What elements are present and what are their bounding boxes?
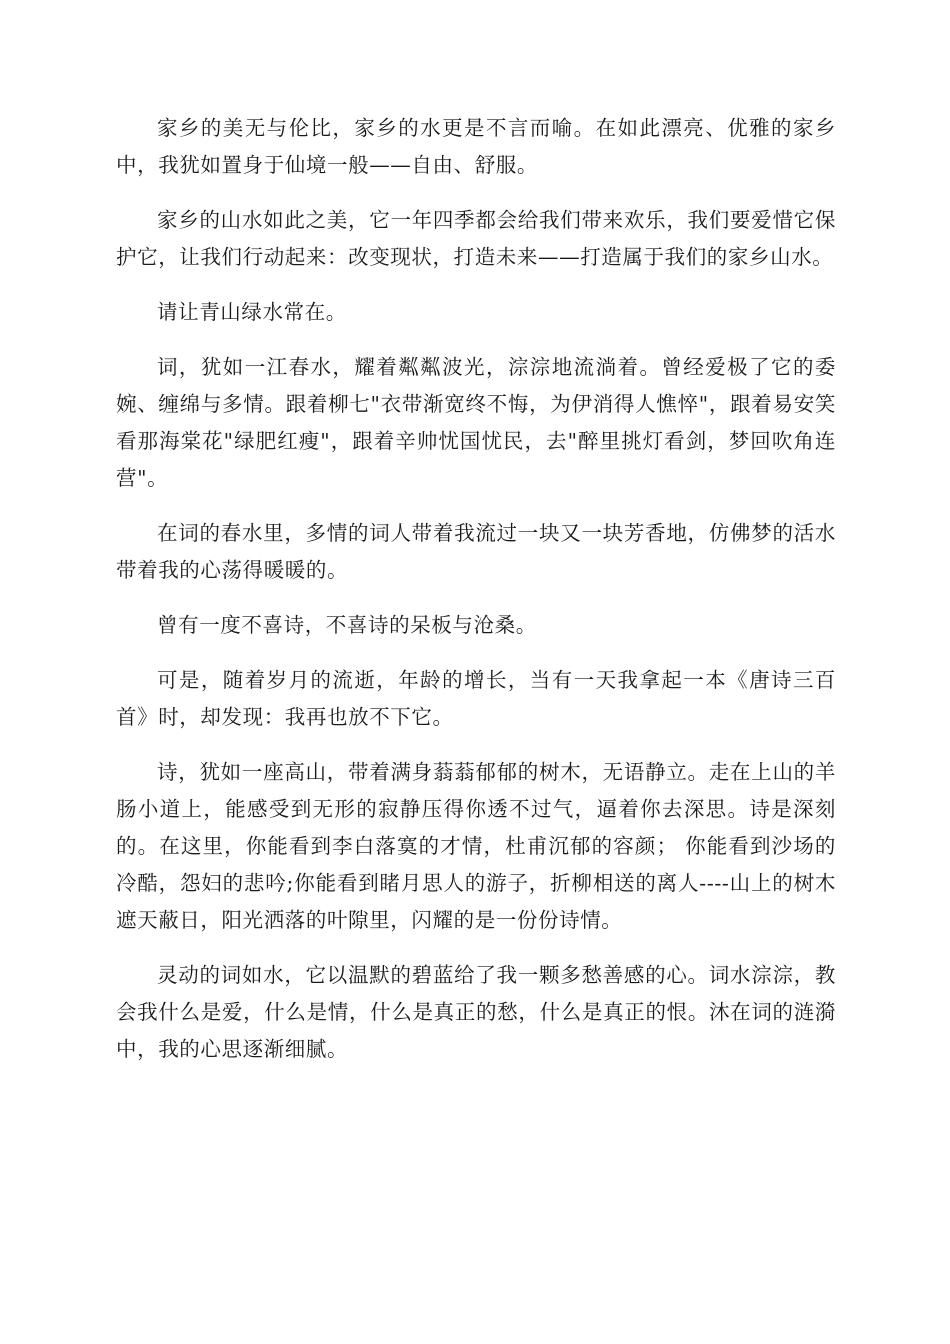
paragraph-7: 可是，随着岁月的流逝，年龄的增长，当有一天我拿起一本《唐诗三百首》时，却发现：我再也放不下它。 xyxy=(116,668,836,729)
paragraph-4: 词，犹如一江春水，耀着粼粼波光，淙淙地流淌着。曾经爱极了它的委婉、缠绵与多情。跟着柳七"衣带渐宽终不悔，为伊消得人憔悴"，跟着易安笑看那海棠花"绿肥红瘦"，跟着辛帅忧国忧民，去"醉里挑灯看剑，梦回吹角连营"。 xyxy=(116,355,836,490)
paragraph-9: 灵动的词如水，它以温默的碧蓝给了我一颗多愁善感的心。词水淙淙，教会我什么是爱，什么是情，什么是真正的愁，什么是真正的恨。沐在词的涟漪中，我的心思逐渐细腻。 xyxy=(116,963,836,1061)
paragraph-8: 诗，犹如一座高山，带着满身蓊蓊郁郁的树木，无语静立。走在上山的羊肠小道上，能感受到无形的寂静压得你透不过气，逼着你去深思。诗是深刻的。在这里，你能看到李白落寞的才情，杜甫沉郁的容颜； 你能看到沙场的冷酷，怨妇的悲吟;你能看到睹月思人的游子，折柳相送的离人----山上的树木遮天蔽日，阳光洒落的叶隙里，闪耀的是一份份诗情。 xyxy=(116,760,836,932)
paragraph-6: 曾有一度不喜诗，不喜诗的呆板与沧桑。 xyxy=(157,613,537,637)
paragraph-5: 在词的春水里，多情的词人带着我流过一块又一块芳香地，仿佛梦的活水带着我的心荡得暖暖的。 xyxy=(116,521,836,582)
paragraph-1: 家乡的美无与伦比，家乡的水更是不言而喻。在如此漂亮、优雅的家乡中，我犹如置身于仙境一般——自由、舒服。 xyxy=(116,116,836,177)
paragraph-3: 请让青山绿水常在。 xyxy=(157,300,347,324)
document-body xyxy=(116,110,836,1086)
paragraph-2: 家乡的山水如此之美，它一年四季都会给我们带来欢乐，我们要爱惜它保护它，让我们行动起来：改变现状，打造未来——打造属于我们的家乡山水。 xyxy=(116,208,836,269)
